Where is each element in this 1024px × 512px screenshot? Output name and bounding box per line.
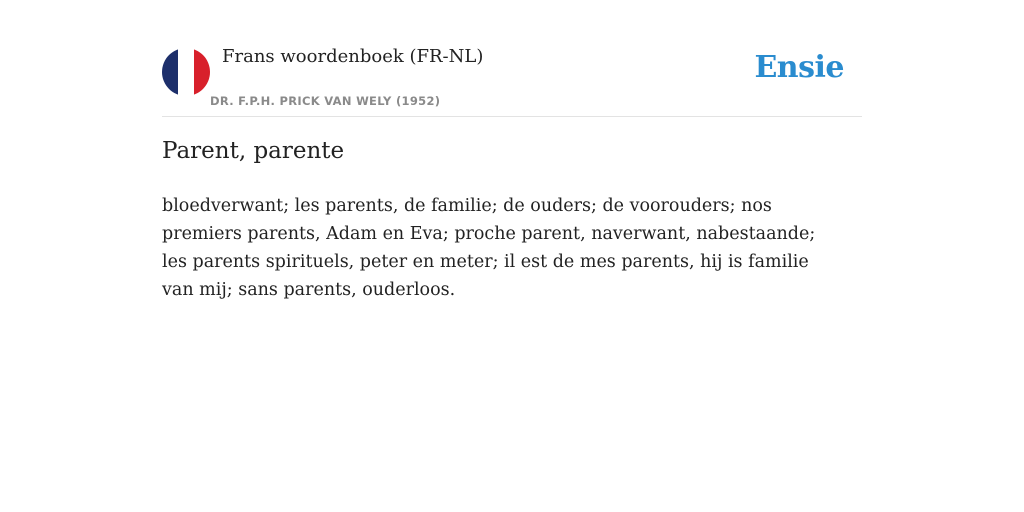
dictionary-title[interactable]: Frans woordenboek (FR-NL) <box>222 46 484 67</box>
entry-definition: bloedverwant; les parents, de familie; de ouders; de voorouders; nos premiers parents, Adam en Eva; proche parent, naverwant, nabestaande; les parents spirituels, peter en meter; il est de mes parents, hij is familie van mij; sans parents, ouderloos. <box>162 196 816 300</box>
flag-stripe-white <box>178 48 194 96</box>
flag-stripe-red <box>194 48 210 96</box>
ensie-logo[interactable]: Ensie <box>754 50 844 85</box>
flag-stripe-blue <box>162 48 178 96</box>
dictionary-author: DR. F.P.H. PRICK VAN WELY (1952) <box>210 94 441 108</box>
entry-title: Parent, parente <box>162 138 345 164</box>
france-flag-icon <box>162 48 210 96</box>
dictionary-header <box>162 40 862 117</box>
